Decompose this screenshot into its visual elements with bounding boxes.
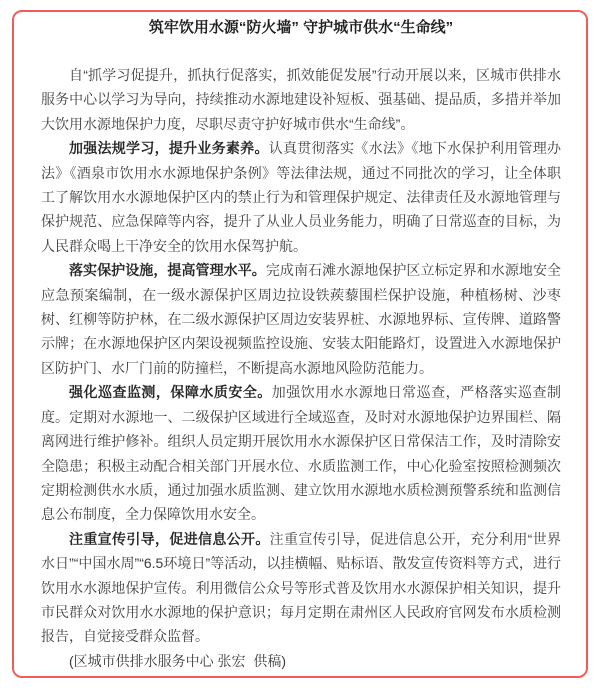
paragraph-lead: 落实保护设施，提高管理水平。 xyxy=(69,262,266,279)
paragraph-lead: 强化巡查监测，保障水质安全。 xyxy=(69,384,272,401)
paragraph-lead: 加强法规学习，提升业务素养。 xyxy=(69,140,269,157)
article-frame xyxy=(12,10,588,678)
article-paragraph xyxy=(41,380,561,526)
paragraph-lead: 注重宣传引导，促进信息公开。 xyxy=(69,530,270,547)
article-paragraph xyxy=(41,136,561,258)
paragraph-text: 完成南石滩水源地保护区立标定界和水源地安全应急预案编制，在一级水源保护区周边拉设铁蒺藜围栏保护设施，种植杨树、沙枣树、红柳等防护林，在二级水源保护区周边安装界桩、水源地界标、宣传牌、道路警示牌；在水源地保护区内架设视频监控设施、安装太阳能路灯，设置进入水源地保护区防护门、水厂门前的防撞栏，不断提高水源地风险防范能力。 xyxy=(41,262,562,376)
article-byline: (区城市供排水服务中心 张宏 供稿) xyxy=(69,652,286,669)
article-paragraph xyxy=(41,63,561,136)
article-title: 筑牢饮用水源“防火墙” 守护城市供水“生命线” xyxy=(148,19,454,36)
article-body xyxy=(41,63,561,649)
paragraph-text: 自“抓学习促提升，抓执行促落实，抓效能促发展”行动开展以来，区城市供排水服务中心以学习为导向，持续推动水源地建设补短板、强基础、提品质，多措并举加大饮用水源地保护力度，尽职尽责守护好城市供水“生命线”。 xyxy=(41,67,561,132)
paragraph-text: 加强饮用水水源地日常巡查，严格落实巡查制度。定期对水源地一、二级保护区域进行全域巡查，及时对水源地保护边界围栏、隔离网进行维护修补。组织人员定期开展饮用水水源保护区日常保洁工作，及时清除安全隐患；积极主动配合相关部门开展水位、水质监测工作，中心化验室按照检测频次定期检测供水水质，通过加强水质监测、建立饮用水源地水质检测预警系统和监测信息公布制度，全力保障饮用水安全。 xyxy=(41,384,562,523)
article-paragraph xyxy=(41,527,561,649)
article-paragraph xyxy=(41,258,561,380)
paragraph-text: 认真贯彻落实《水法》《地下水保护利用管理办法》《酒泉市饮用水水源地保护条例》等法律法规，通过不同批次的学习，让全体职工了解饮用水水源地保护区内的禁止行为和管理保护规定、法律责任及水源地管理与保护规范、应急保障等内容，提升了从业人员业务能力，明确了日常巡查的目标，为人民群众喝上干净安全的饮用水保驾护航。 xyxy=(41,140,562,254)
paragraph-text: 注重宣传引导，促进信息公开，充分利用“世界水日”“中国水周”“6.5环境日”等活动，以挂横幅、贴标语、散发宣传资料等方式，进行饮用水水源地保护宣传。利用微信公众号等形式普及饮用水水源保护相关知识，提升市民群众对饮用水水源地的保护意识；每月定期在肃州区人民政府官网发布水质检测报告，自觉接受群众监督。 xyxy=(41,530,561,645)
